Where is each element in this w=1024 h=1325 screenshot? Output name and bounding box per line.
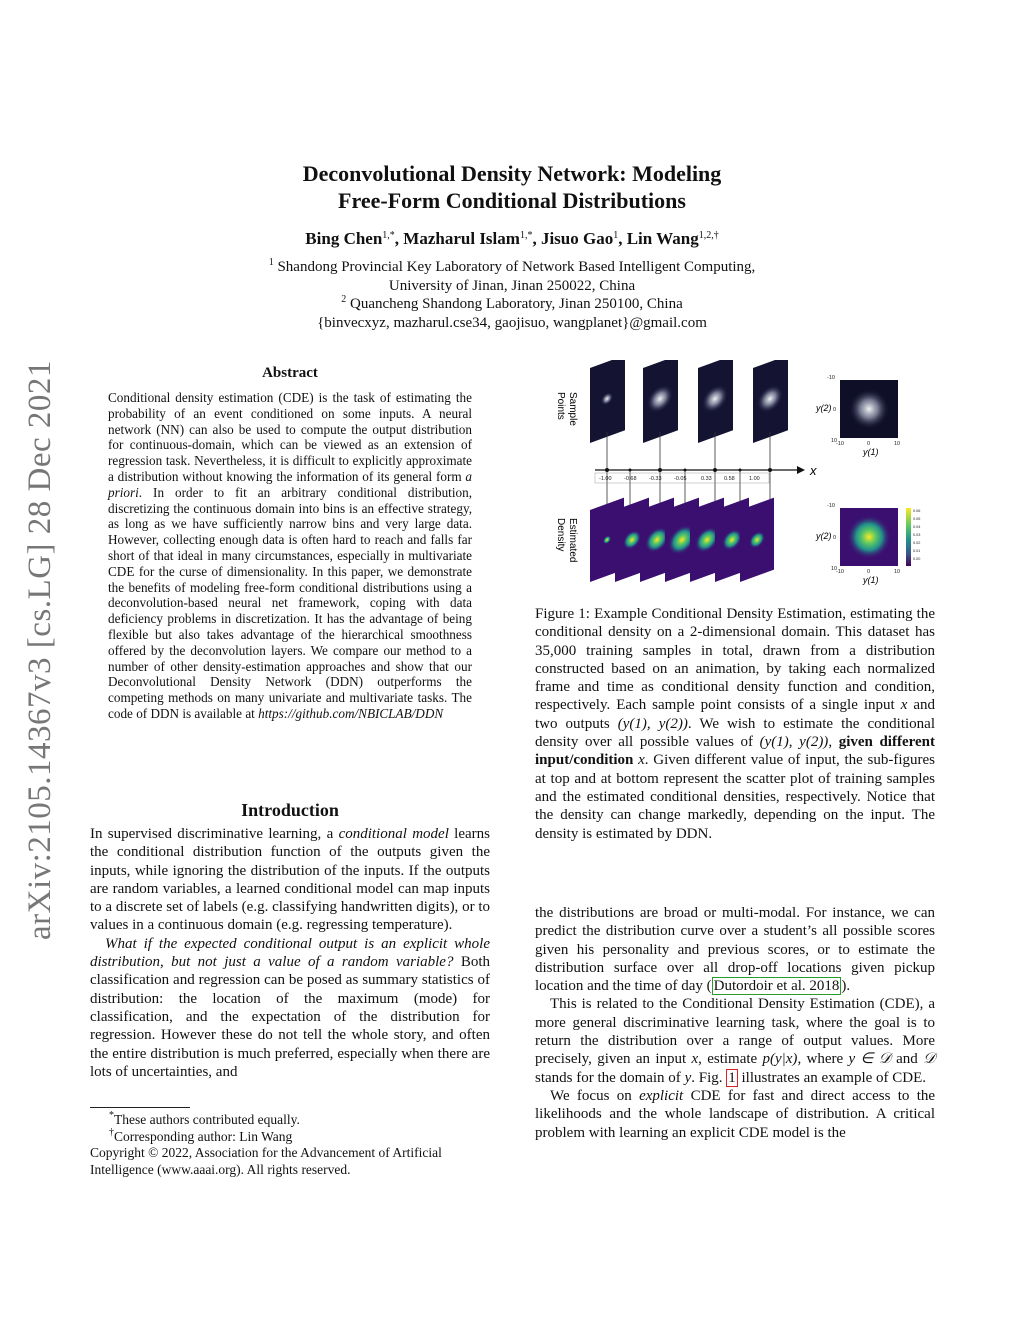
body-text: illustrates an example of CDE.	[741, 1069, 927, 1086]
body-text: This is related to the Conditional Density Estimation (CDE), a more general discriminative learning task, where the goal is to return the distribution over a range of output values. More precisely, given an input	[535, 996, 935, 1068]
body-text: , estimate	[698, 1051, 758, 1068]
right-paragraph-2	[535, 995, 935, 1086]
abstract-body	[108, 390, 472, 722]
side-tick: -10	[827, 375, 835, 381]
colorbar-tick: 0.02	[913, 541, 921, 545]
side-scatter-plot	[815, 375, 900, 457]
author-affil-mark: 1,*	[382, 230, 395, 241]
scatter-panel	[643, 360, 678, 443]
caption-text: ,	[828, 734, 833, 751]
math-var: 𝒟	[923, 1051, 936, 1068]
colorbar-tick: 0.06	[913, 509, 921, 513]
math-var: x	[900, 697, 908, 714]
side-tick: -10	[836, 569, 844, 575]
footnote-mark: †	[109, 1126, 114, 1138]
footnote-equal-contribution: These authors contributed equally.	[114, 1112, 300, 1127]
abstract-heading: Abstract	[262, 365, 318, 381]
side-tick: 10	[894, 569, 901, 575]
label-sample-points-line-2: Points	[555, 392, 566, 420]
abstract-text: Conditional density estimation (CDE) is the task of estimating the probability of an event conditioned on some inputs. A neural network (NN) can also be used to compute the output distribution for continuous-domain, which can be viewed as an extension of regression task. Nevertheless, it is difficult to explicitly approximate a distribution without knowing the information of its general form	[108, 390, 472, 484]
body-text: the distributions are broad or multi-modal. For instance, we can predict the distribution curve over a student’s all possible scores given his personality and previous scores, or to estimate the distribution surface over all drop-off locations given pickup location and the time of day (	[535, 905, 935, 995]
author-affil-mark: 1	[613, 230, 619, 241]
intro-paragraph-1	[90, 825, 490, 935]
x-axis-ticks	[595, 473, 769, 483]
side-tick: 0	[867, 569, 871, 575]
body-text: CDE for fast and direct access to the likelihoods and the whole landscape of distribution. A critical problem with learning an explicit CDE model is the	[535, 1087, 936, 1141]
affil-2-line: Quancheng Shandong Laboratory, Jinan 250100, China	[350, 296, 683, 312]
body-text: stands for the domain of	[535, 1069, 681, 1086]
tick-label: -0.68	[624, 476, 637, 482]
paper-title	[150, 160, 874, 214]
affil-mark: 1	[268, 257, 274, 268]
colorbar-tick: 0.00	[913, 557, 921, 561]
right-paragraph-1	[535, 904, 935, 995]
side-tick: -10	[827, 503, 835, 509]
math-expression: p(y|x)	[762, 1051, 798, 1068]
footnote-mark: *	[109, 1110, 114, 1121]
tick-label: 1.00	[749, 476, 760, 482]
tick-label: -0.05	[674, 476, 687, 482]
abstract-text: . In order to fit an arbitrary conditional distribution, discretizing the continuous domain into bins is an effective strategy, as long as we have sufficiently narrow bins and very large data. However, collecting enough data is often hard to reach and falls far short of that ideal in many circumstances, especially in multivariate CDE for the curse of dimensionality. In this paper, we demonstrate the benefits of modeling free-form conditional distributions using a deconvolution-based neural net framework, coping with data deficiency problems in discretization. It has the advantage of being flexible but also takes advantage of the hierarchical smoothness offered by the deconvolution layers. We compare our method to a number of other density-estimation approaches and show that our Deconvolutional Density Network (DDN) outperforms the competing methods on many univariate and multivariate tasks. The code of DDN is available at	[108, 484, 472, 721]
side-tick: 10	[831, 566, 838, 572]
author-name: Mazharul Islam	[403, 229, 520, 248]
intro-emphasis: conditional model	[338, 826, 449, 842]
body-text: ).	[841, 978, 851, 995]
author-list: Bing Chen$^{1,*}$, Mazharul Islam$^{1,*}$, Jisuo Gao$^1$, Lin Wang$^{1,2,\dagger}$	[305, 229, 719, 248]
label-estimated-density	[555, 518, 578, 562]
author-name: Jisuo Gao	[540, 229, 614, 248]
x-axis-arrow	[797, 466, 805, 474]
side-density-plot	[815, 503, 920, 585]
caption-bold: given different input/condition	[535, 734, 936, 769]
label-sample-points	[555, 392, 578, 426]
figure-1-graphic	[535, 360, 935, 600]
label-estimated-density-line-1: Estimated	[567, 518, 578, 563]
tick-label: 0.58	[724, 476, 735, 482]
arxiv-sidebar-id: arXiv:2105.14367v3 [cs.LG] 28 Dec 2021	[22, 360, 58, 940]
math-var: x	[691, 1051, 699, 1068]
x-axis	[595, 463, 817, 483]
footnote-corresponding-author: Corresponding author: Lin Wang	[114, 1128, 293, 1144]
intro-paragraph-2	[90, 935, 490, 1081]
footnote-rule	[90, 1107, 190, 1108]
copyright-notice: Copyright © 2022, Association for the Advancement of Artificial Intelligence (www.aaai.org). All rights reserved.	[90, 1145, 442, 1177]
figure-caption	[535, 605, 935, 843]
body-text: We focus on	[550, 1087, 632, 1104]
side-tick: 0	[867, 441, 871, 447]
right-paragraph-3	[535, 1087, 935, 1142]
tick-label: 0.33	[701, 476, 712, 482]
intro-text: In supervised discriminative learning, a	[90, 826, 334, 842]
side-ylabel: y(2)	[816, 531, 832, 541]
citation-link[interactable]: Dutordoir et al. 2018	[713, 978, 840, 995]
body-text: . Fig.	[691, 1069, 723, 1086]
intro-emphasis: What if the expected conditional output is an explicit whole distribution, but not just a value of a random variable?	[90, 935, 490, 971]
side-tick: 10	[831, 438, 838, 444]
math-var: x	[638, 752, 645, 769]
math-tuple: (y(1), y(2))	[759, 734, 829, 751]
affiliations	[150, 258, 874, 332]
figure-label: Figure 1:	[535, 606, 590, 622]
author-name: Lin Wang	[626, 229, 699, 248]
right-column-body	[535, 904, 935, 1142]
author-emails: {binvecxyz, mazharul.cse34, gaojisuo, wangplanet}@gmail.com	[317, 314, 707, 331]
bottom-density-panels	[590, 498, 774, 582]
caption-text: . Given different value of input, the sub-figures at top and at bottom represent the scatter plot of training samples and the estimated conditional densities, respectively. Notice that the density can change markedly, depending on the input. The density is estimated by DDN.	[535, 752, 935, 842]
title-line-1: Deconvolutional Density Network: Modeling	[302, 161, 722, 186]
colorbar	[906, 508, 911, 566]
caption-text: and two outputs	[535, 697, 936, 732]
side-tick: 0	[833, 535, 837, 541]
affil-mark: 2	[341, 294, 347, 305]
footnotes	[90, 1112, 490, 1178]
colorbar-tick: 0.05	[913, 517, 921, 521]
affil-1-line-1: Shandong Provincial Key Laboratory of Network Based Intelligent Computing,	[277, 259, 756, 275]
tick-label: -1.00	[599, 476, 612, 482]
caption-text: . We wish to estimate the conditional density over all possible values of	[535, 715, 935, 751]
x-axis-variable: x	[810, 463, 817, 478]
author-name: Bing Chen	[305, 229, 383, 248]
body-emphasis: explicit	[639, 1087, 684, 1104]
body-text: and	[896, 1051, 918, 1068]
code-link[interactable]: https://github.com/NBICLAB/DDN	[258, 705, 444, 721]
math-expression: y ∈ 𝒟	[848, 1051, 891, 1068]
introduction-body	[90, 825, 490, 1081]
tick-label: -0.33	[649, 476, 662, 482]
scatter-panel	[753, 360, 788, 443]
figure-1	[535, 360, 935, 600]
scatter-panel	[698, 360, 733, 443]
introduction-heading: Introduction	[241, 800, 339, 820]
top-scatter-panels	[590, 360, 788, 443]
body-text: , where	[797, 1051, 844, 1068]
affil-1-line-2: University of Jinan, Jinan 250022, China	[388, 277, 636, 294]
side-ylabel: y(2)	[816, 403, 832, 413]
intro-text: learns the conditional distribution function of the outputs given the inputs, while ignoring the distribution of the inputs. If the outputs are random variables, a learned conditional model can map inputs to a discrete set of labels (e.g. classifying handwritten digits), or to values in a continuous domain (e.g. regressing temperature).	[90, 826, 490, 934]
side-xlabel: y(1)	[863, 447, 879, 457]
figure-ref-link[interactable]: 1	[728, 1069, 736, 1086]
intro-text: Both classification and regression can be posed as summary statistics of distribution: the location of the maximum (mode) for classification, and the expectation of the distribution for regression. However these do not tell the whole story, and often the entire distribution is much preferred, especially when there are lots of uncertainties, and	[90, 954, 491, 1080]
label-sample-points-line-1: Sample	[567, 392, 578, 426]
side-tick: 10	[894, 441, 901, 447]
caption-text: Example Conditional Density Estimation, estimating the conditional density on a 2-dimensional domain. This dataset has 35,000 training samples in total, drawn from a distribution constructed based on an animation, by taking each normalized frame and time as conditional density function and condition, respectively. Each sample point consists of a single input	[535, 606, 936, 714]
side-xlabel: y(1)	[863, 575, 879, 585]
title-line-2: Free-Form Conditional Distributions	[338, 188, 686, 213]
author-affil-mark: 1,*	[519, 230, 533, 241]
colorbar-tick: 0.01	[913, 549, 921, 553]
label-estimated-density-line-2: Density	[555, 518, 566, 552]
math-tuple: (y(1), y(2))	[617, 715, 688, 732]
colorbar-tick: 0.03	[913, 533, 921, 537]
scatter-panel	[590, 360, 625, 443]
math-var: y	[684, 1069, 692, 1086]
abstract-emphasis: a priori	[108, 468, 473, 500]
author-affil-mark: 1,2,†	[698, 230, 719, 241]
side-tick: 0	[833, 407, 837, 413]
colorbar-tick: 0.04	[913, 525, 921, 529]
side-tick: -10	[836, 441, 844, 447]
